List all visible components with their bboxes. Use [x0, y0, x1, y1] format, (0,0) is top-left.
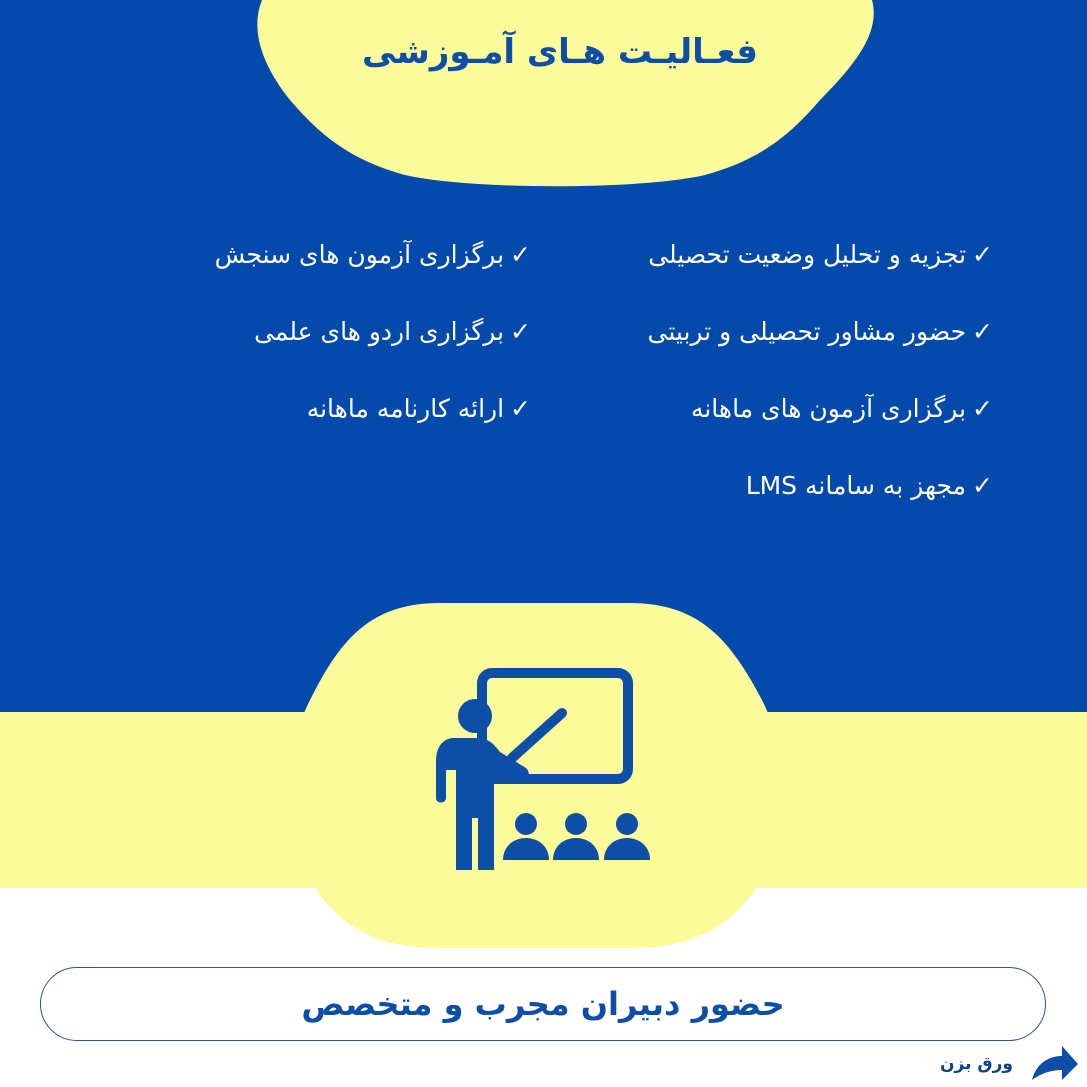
swipe-label: ورق بزن [940, 1054, 1013, 1074]
list-item [543, 232, 993, 309]
list-item [543, 463, 993, 540]
list-item [543, 386, 993, 463]
check-icon: ✓ [972, 471, 993, 500]
check-icon: ✓ [972, 240, 993, 269]
list-item [171, 309, 531, 386]
list-item-text: حضور مشاور تحصیلی و تربیتی [647, 317, 967, 346]
check-icon: ✓ [510, 317, 531, 346]
list-item-text: برگزاری آزمون های ماهانه [690, 394, 967, 423]
list-item-text: تجزیه و تحلیل وضعیت تحصیلی [648, 240, 967, 269]
features-list-right [543, 232, 993, 540]
list-item [543, 309, 993, 386]
banner-text: حضور دبیران مجرب و متخصص [301, 985, 785, 1023]
list-item [171, 232, 531, 309]
check-icon: ✓ [510, 240, 531, 269]
page-title: فعـالیـت هـای آمـوزشی [362, 32, 758, 72]
list-item-text: مجهز به سامانه LMS [745, 471, 967, 500]
swipe-hint[interactable] [940, 1044, 1080, 1084]
list-item-text: برگزاری اردو های علمی [254, 317, 505, 346]
list-item [171, 386, 531, 463]
list-item-text: ارائه کارنامه ماهانه [306, 394, 505, 423]
check-icon: ✓ [510, 394, 531, 423]
check-icon: ✓ [972, 317, 993, 346]
teachers-banner [40, 967, 1046, 1041]
check-icon: ✓ [972, 394, 993, 423]
features-list-left [171, 232, 531, 463]
list-item-text: برگزاری آزمون های سنجش [214, 240, 505, 269]
